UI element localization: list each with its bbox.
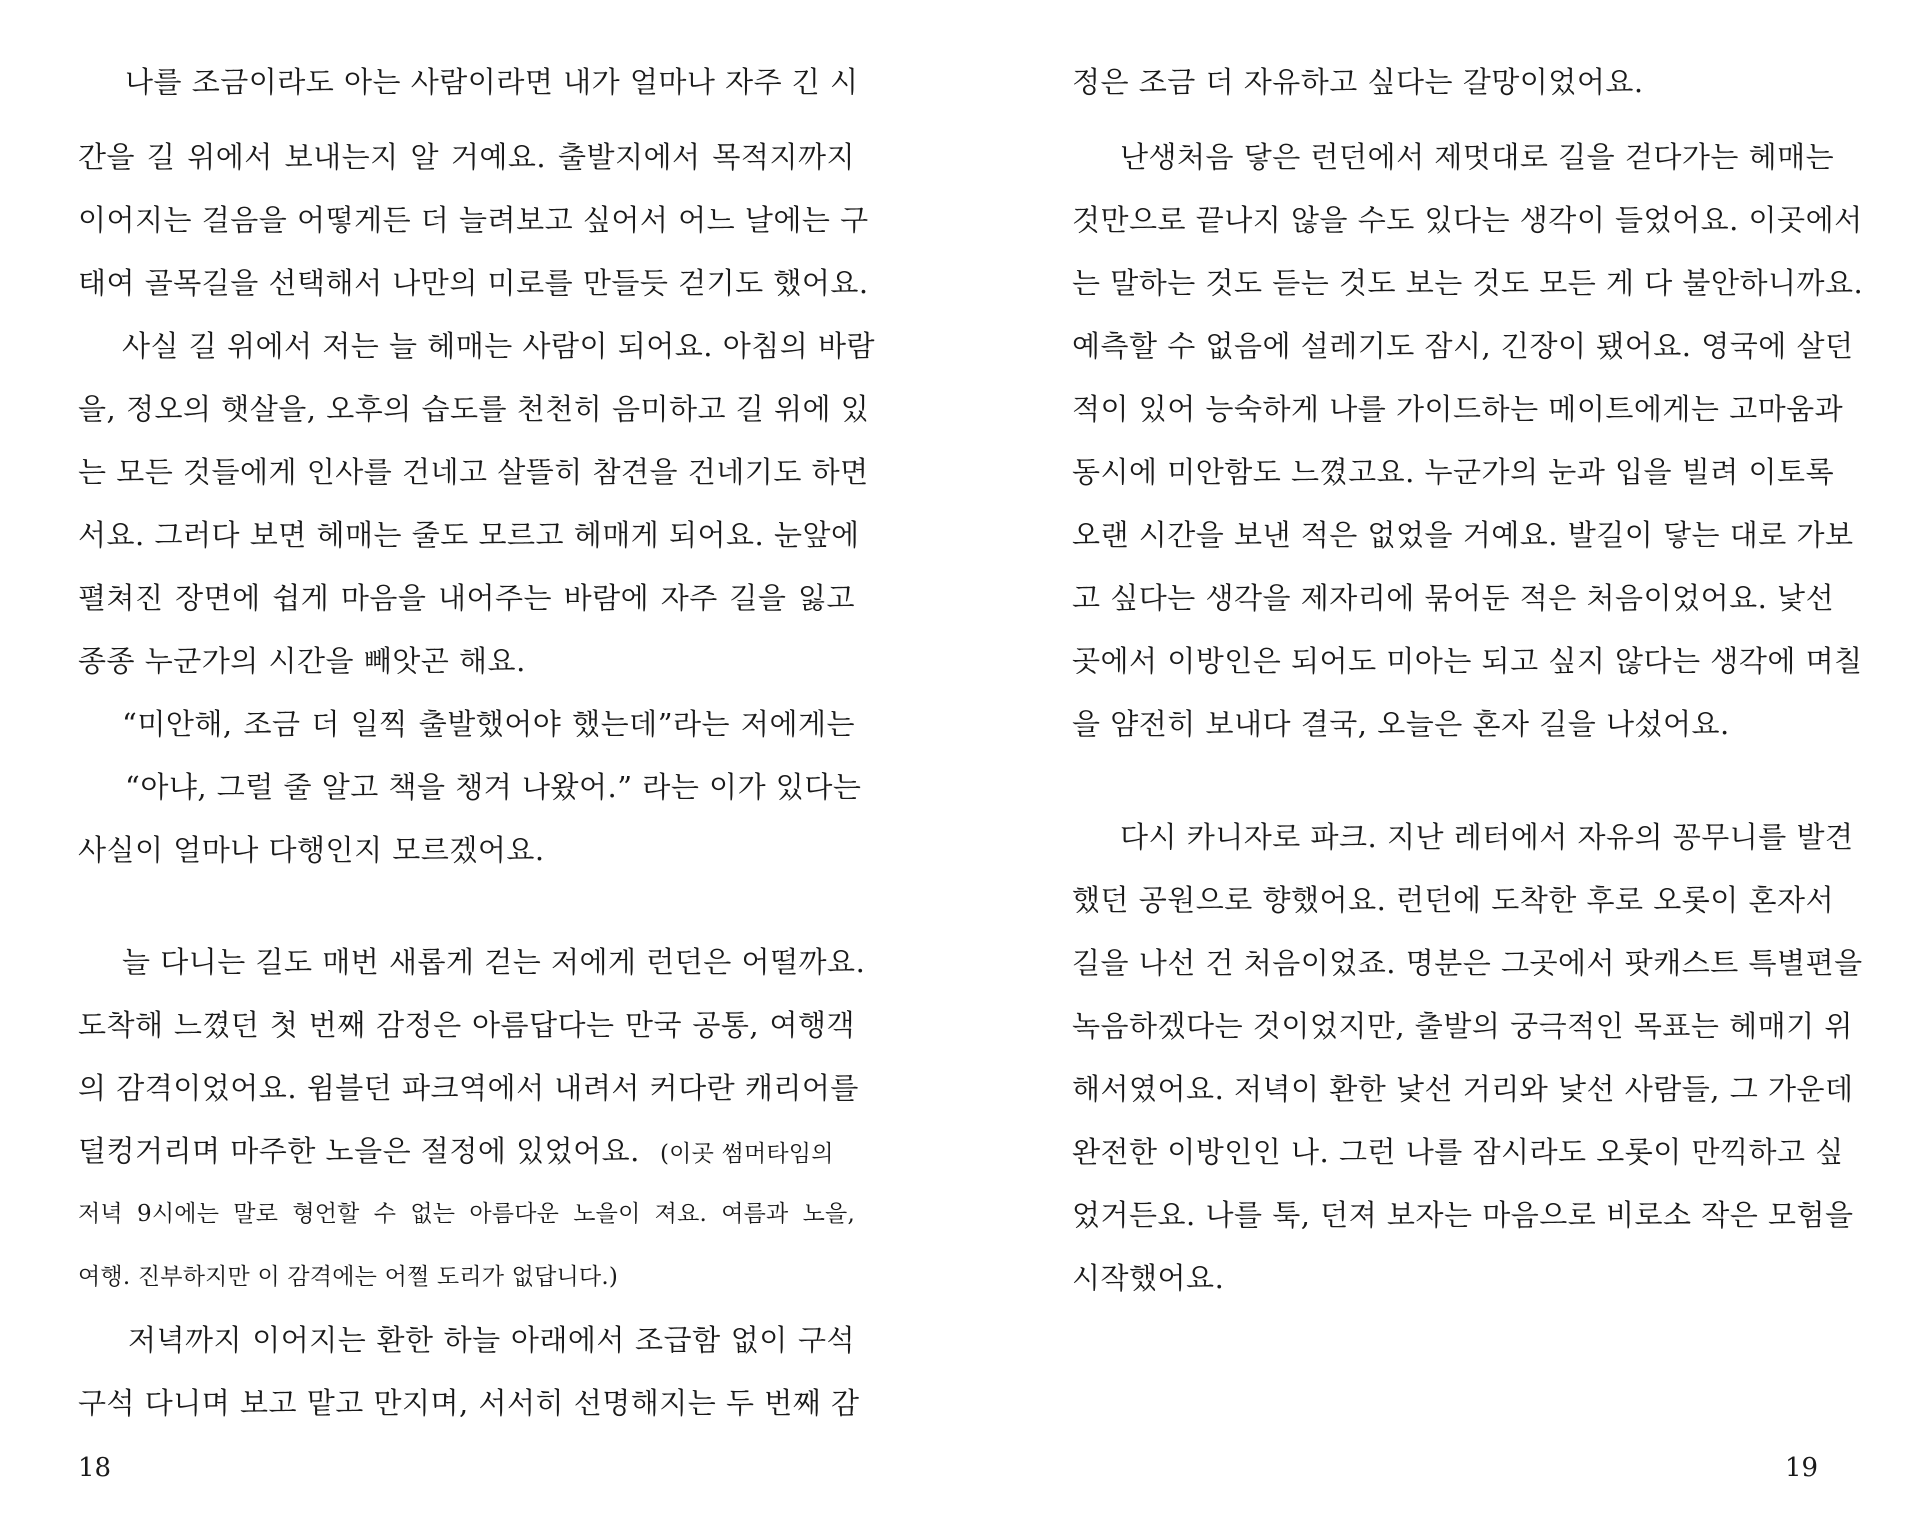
- right-line-19: 시작했어요.: [1072, 1261, 1225, 1295]
- right-line-6: 적이 있어 능숙하게 나를 가이드하는 메이트에게는 고마움과: [1072, 392, 1844, 426]
- right-line-16: 해서였어요. 저녁이 환한 낯선 거리와 낯선 사람들, 그 가운데: [1072, 1072, 1854, 1106]
- left-line-7: 는 모든 것들에게 인사를 건네고 살뜰히 참견을 건네기도 하면: [78, 455, 869, 489]
- left-line-5: 사실 길 위에서 저는 늘 헤매는 사람이 되어요. 아침의 바람: [122, 329, 876, 363]
- page-number-left: 18: [78, 1453, 112, 1483]
- left-line-10: 종종 누군가의 시간을 빼앗곤 해요.: [78, 644, 526, 678]
- left-line-14: 늘 다니는 길도 매번 새롭게 걷는 저에게 런던은 어떨까요.: [122, 945, 866, 979]
- left-line-17: 덜컹거리며 마주한 노을은 절정에 있었어요.: [78, 1134, 640, 1168]
- right-line-2: 난생처음 닿은 런던에서 제멋대로 길을 걷다가는 헤매는: [1120, 140, 1835, 174]
- right-line-17: 완전한 이방인인 나. 그런 나를 잠시라도 오롯이 만끽하고 싶: [1072, 1135, 1844, 1169]
- left-note-line-2: 저녁 9시에는 말로 형언할 수 없는 아름다운 노을이 져요. 여름과 노을,: [78, 1201, 855, 1227]
- right-page: [960, 0, 1920, 1535]
- left-line-4: 태여 골목길을 선택해서 나만의 미로를 만들듯 걷기도 했어요.: [78, 266, 869, 300]
- left-line-11: “미안해, 조금 더 일찍 출발했어야 했는데”라는 저에게는: [122, 707, 855, 741]
- right-line-8: 오랜 시간을 보낸 적은 없었을 거예요. 발길이 닿는 대로 가보: [1072, 518, 1854, 552]
- left-line-3: 이어지는 걸음을 어떻게든 더 늘려보고 싶어서 어느 날에는 구: [78, 203, 869, 237]
- left-line-19: 구석 다니며 보고 맡고 만지며, 서서히 선명해지는 두 번째 감: [78, 1386, 860, 1420]
- right-line-3: 것만으로 끝나지 않을 수도 있다는 생각이 들었어요. 이곳에서: [1072, 203, 1863, 237]
- right-line-11: 을 얌전히 보내다 결국, 오늘은 혼자 길을 나섰어요.: [1072, 707, 1730, 741]
- page-number-right: 19: [1785, 1453, 1819, 1483]
- right-line-4: 는 말하는 것도 듣는 것도 보는 것도 모든 게 다 불안하니까요.: [1072, 266, 1864, 300]
- left-line-1: 나를 조금이라도 아는 사람이라면 내가 얼마나 자주 긴 시: [125, 65, 859, 99]
- right-line-14: 길을 나선 건 처음이었죠. 명분은 그곳에서 팟캐스트 특별편을: [1072, 946, 1863, 980]
- right-line-7: 동시에 미안함도 느꼈고요. 누군가의 눈과 입을 빌려 이토록: [1072, 455, 1835, 489]
- right-line-15: 녹음하겠다는 것이었지만, 출발의 궁극적인 목표는 헤매기 위: [1072, 1009, 1853, 1043]
- right-line-5: 예측할 수 없음에 설레기도 잠시, 긴장이 됐어요. 영국에 살던: [1072, 329, 1854, 363]
- right-line-10: 곳에서 이방인은 되어도 미아는 되고 싶지 않다는 생각에 며칠: [1072, 644, 1863, 678]
- left-line-15: 도착해 느꼈던 첫 번째 감정은 아름답다는 만국 공통, 여행객: [78, 1008, 855, 1042]
- left-line-9: 펼쳐진 장면에 쉽게 마음을 내어주는 바람에 자주 길을 잃고: [78, 581, 855, 615]
- left-line-8: 서요. 그러다 보면 헤매는 줄도 모르고 헤매게 되어요. 눈앞에: [78, 518, 860, 552]
- left-line-18: 저녁까지 이어지는 환한 하늘 아래에서 조급함 없이 구석: [128, 1323, 855, 1357]
- left-line-16: 의 감격이었어요. 윔블던 파크역에서 내려서 커다란 캐리어를: [78, 1071, 859, 1105]
- left-note-line-1: (이곳 썸머타임의: [660, 1141, 834, 1167]
- left-line-13: 사실이 얼마나 다행인지 모르겠어요.: [78, 833, 545, 867]
- right-line-12: 다시 카니자로 파크. 지난 레터에서 자유의 꽁무니를 발견: [1120, 820, 1854, 854]
- right-line-9: 고 싶다는 생각을 제자리에 묶어둔 적은 처음이었어요. 낯선: [1072, 581, 1835, 615]
- right-line-13: 했던 공원으로 향했어요. 런던에 도착한 후로 오롯이 혼자서: [1072, 883, 1835, 917]
- left-line-12: “아냐, 그럴 줄 알고 책을 챙겨 나왔어.” 라는 이가 있다는: [125, 770, 862, 804]
- left-line-2: 간을 길 위에서 보내는지 알 거예요. 출발지에서 목적지까지: [78, 140, 855, 174]
- right-line-18: 었거든요. 나를 툭, 던져 보자는 마음으로 비로소 작은 모험을: [1072, 1198, 1854, 1232]
- left-note-line-3: 여행. 진부하지만 이 감격에는 어쩔 도리가 없답니다.): [78, 1264, 619, 1290]
- left-line-6: 을, 정오의 햇살을, 오후의 습도를 천천히 음미하고 길 위에 있: [78, 392, 870, 426]
- right-line-1: 정은 조금 더 자유하고 싶다는 갈망이었어요.: [1072, 65, 1644, 99]
